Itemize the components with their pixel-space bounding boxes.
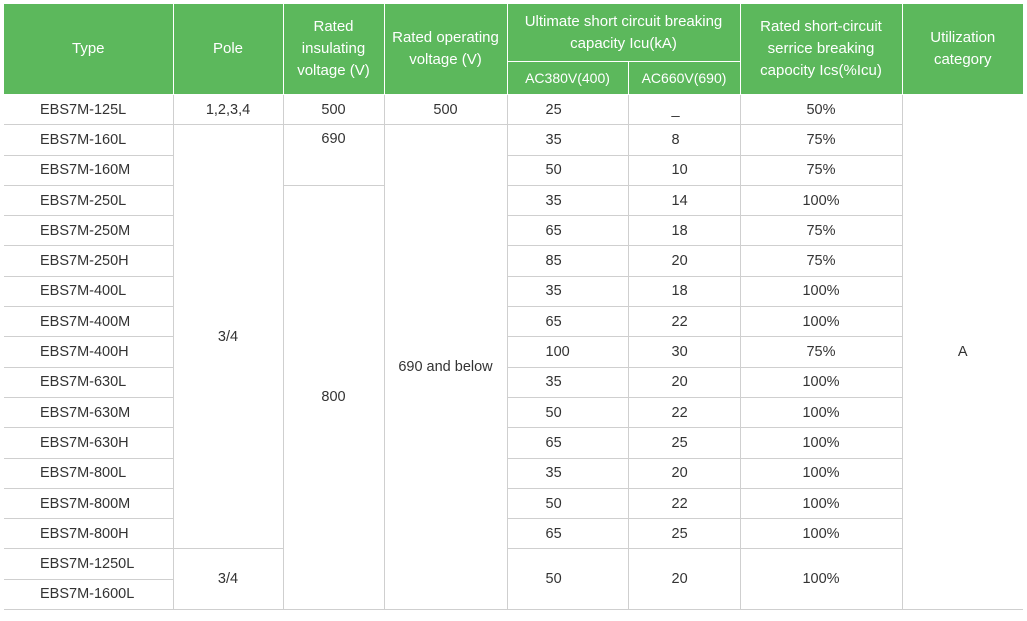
header-ac660: AC660V(690) bbox=[628, 62, 740, 95]
table-row bbox=[4, 185, 1023, 215]
table-row bbox=[4, 397, 1023, 427]
type-cell: EBS7M-400H bbox=[4, 337, 173, 367]
ac660-cell: 25 bbox=[628, 428, 740, 458]
ac660-cell: 25 bbox=[628, 519, 740, 549]
ac380-cell: 25 bbox=[507, 95, 628, 125]
table-row bbox=[4, 488, 1023, 518]
ac660-cell: _ bbox=[628, 95, 740, 125]
ics-cell: 100% bbox=[740, 428, 902, 458]
header-type: Type bbox=[4, 4, 173, 95]
table-row bbox=[4, 549, 1023, 579]
insulating-voltage-cell: 690 bbox=[283, 125, 384, 186]
ac660-cell: 14 bbox=[628, 185, 740, 215]
ac380-cell: 50 bbox=[507, 549, 628, 610]
header-pole: Pole bbox=[173, 4, 283, 95]
table-row bbox=[4, 307, 1023, 337]
ics-cell: 100% bbox=[740, 367, 902, 397]
ics-cell: 100% bbox=[740, 397, 902, 427]
type-cell: EBS7M-250M bbox=[4, 216, 173, 246]
table-row bbox=[4, 155, 1023, 185]
ac380-cell: 35 bbox=[507, 276, 628, 306]
ics-cell: 100% bbox=[740, 458, 902, 488]
type-cell: EBS7M-630M bbox=[4, 397, 173, 427]
table-row bbox=[4, 216, 1023, 246]
ics-cell: 75% bbox=[740, 216, 902, 246]
pole-cell: 3/4 bbox=[173, 125, 283, 549]
ics-cell: 75% bbox=[740, 125, 902, 155]
type-cell: EBS7M-160L bbox=[4, 125, 173, 155]
ac380-cell: 65 bbox=[507, 307, 628, 337]
ac660-cell: 8 bbox=[628, 125, 740, 155]
table-row bbox=[4, 428, 1023, 458]
type-cell: EBS7M-250H bbox=[4, 246, 173, 276]
type-cell: EBS7M-800H bbox=[4, 519, 173, 549]
table-row bbox=[4, 458, 1023, 488]
ics-cell: 75% bbox=[740, 337, 902, 367]
type-cell: EBS7M-1250L bbox=[4, 549, 173, 579]
utilization-cell: A bbox=[902, 95, 1023, 610]
type-cell: EBS7M-800L bbox=[4, 458, 173, 488]
ac380-cell: 50 bbox=[507, 155, 628, 185]
type-cell: EBS7M-630H bbox=[4, 428, 173, 458]
ac660-cell: 22 bbox=[628, 397, 740, 427]
ics-cell: 100% bbox=[740, 307, 902, 337]
ac380-cell: 35 bbox=[507, 125, 628, 155]
ics-cell: 100% bbox=[740, 488, 902, 518]
ics-cell: 100% bbox=[740, 519, 902, 549]
ac380-cell: 65 bbox=[507, 519, 628, 549]
ac660-cell: 20 bbox=[628, 367, 740, 397]
ics-cell: 100% bbox=[740, 185, 902, 215]
header-service-capacity: Rated short-circuit serrice breaking capocity Ics(%Icu) bbox=[740, 4, 902, 95]
operating-voltage-cell: 690 and below bbox=[384, 125, 507, 610]
ac660-cell: 20 bbox=[628, 549, 740, 610]
type-cell: EBS7M-800M bbox=[4, 488, 173, 518]
insulating-voltage-cell: 500 bbox=[283, 95, 384, 125]
ac660-cell: 18 bbox=[628, 276, 740, 306]
table-row bbox=[4, 246, 1023, 276]
type-cell: EBS7M-400L bbox=[4, 276, 173, 306]
ac380-cell: 100 bbox=[507, 337, 628, 367]
table-row bbox=[4, 337, 1023, 367]
ac660-cell: 20 bbox=[628, 246, 740, 276]
ac380-cell: 65 bbox=[507, 216, 628, 246]
header-insulating-voltage: Rated insulating voltage (V) bbox=[283, 4, 384, 95]
ics-cell: 100% bbox=[740, 549, 902, 610]
ics-cell: 75% bbox=[740, 246, 902, 276]
ac380-cell: 65 bbox=[507, 428, 628, 458]
header-ultimate-capacity: Ultimate short circuit breaking capacity Icu(kA) bbox=[507, 4, 740, 62]
insulating-voltage-cell: 800 bbox=[283, 185, 384, 609]
type-cell: EBS7M-400M bbox=[4, 307, 173, 337]
ac380-cell: 35 bbox=[507, 185, 628, 215]
breaker-spec-table bbox=[4, 4, 1023, 610]
header-utilization: Utilization category bbox=[902, 4, 1023, 95]
ac660-cell: 22 bbox=[628, 488, 740, 518]
table-row bbox=[4, 95, 1023, 125]
pole-cell: 3/4 bbox=[173, 549, 283, 610]
ics-cell: 75% bbox=[740, 155, 902, 185]
ac380-cell: 85 bbox=[507, 246, 628, 276]
pole-cell: 1,2,3,4 bbox=[173, 95, 283, 125]
type-cell: EBS7M-125L bbox=[4, 95, 173, 125]
header-operating-voltage: Rated operating voltage (V) bbox=[384, 4, 507, 95]
ac660-cell: 20 bbox=[628, 458, 740, 488]
ics-cell: 100% bbox=[740, 276, 902, 306]
ics-cell: 50% bbox=[740, 95, 902, 125]
ac380-cell: 35 bbox=[507, 458, 628, 488]
table-row bbox=[4, 125, 1023, 155]
ac380-cell: 50 bbox=[507, 488, 628, 518]
table-row bbox=[4, 276, 1023, 306]
type-cell: EBS7M-250L bbox=[4, 185, 173, 215]
table-row bbox=[4, 519, 1023, 549]
type-cell: EBS7M-630L bbox=[4, 367, 173, 397]
ac660-cell: 18 bbox=[628, 216, 740, 246]
ac660-cell: 22 bbox=[628, 307, 740, 337]
type-cell: EBS7M-160M bbox=[4, 155, 173, 185]
ac380-cell: 50 bbox=[507, 397, 628, 427]
ac660-cell: 10 bbox=[628, 155, 740, 185]
ac380-cell: 35 bbox=[507, 367, 628, 397]
table-row bbox=[4, 367, 1023, 397]
operating-voltage-cell: 500 bbox=[384, 95, 507, 125]
header-ac380: AC380V(400) bbox=[507, 62, 628, 95]
type-cell: EBS7M-1600L bbox=[4, 579, 173, 609]
ac660-cell: 30 bbox=[628, 337, 740, 367]
